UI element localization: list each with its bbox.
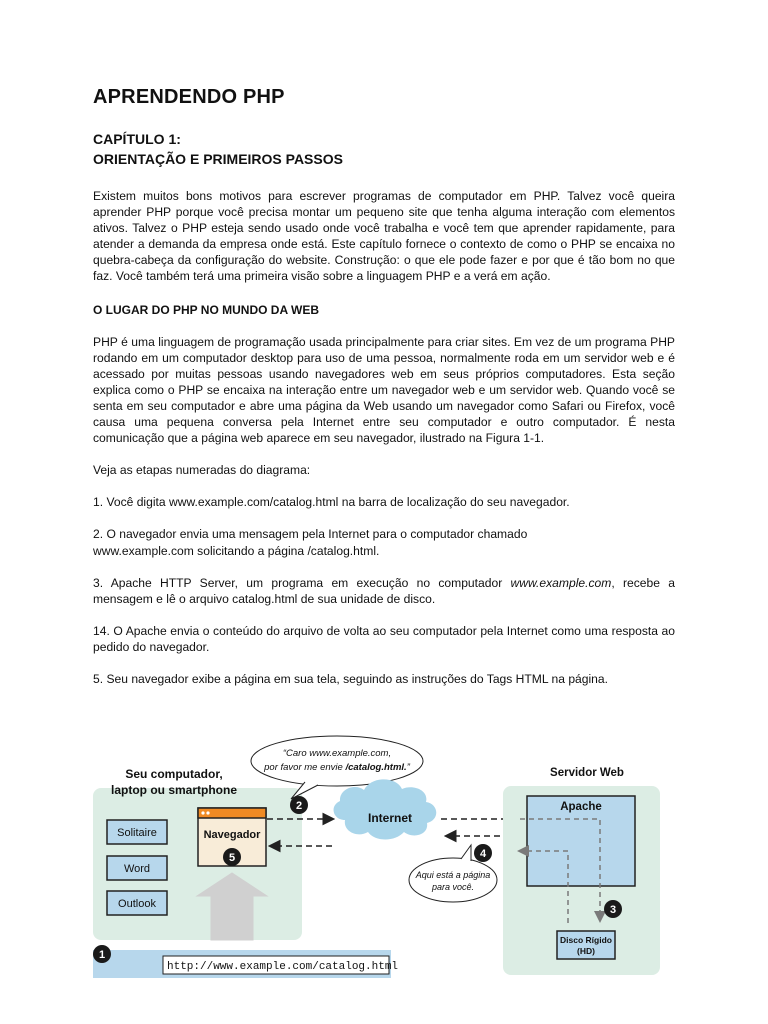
document-page [93,86,675,687]
step-3-prefix: 3. Apache HTTP Server, um programa em execução no computador [93,575,511,590]
step-5: 5. Seu navegador exibe a página em sua tela, seguindo as instruções do Tags HTML na página. [93,671,608,686]
figure-1-1-diagram [93,728,675,988]
internet-label: Internet [367,811,413,825]
request-bubble-line-2-bold: /catalog.html. [345,762,407,773]
step-3 [93,575,675,607]
client-title-line-1: Seu computador, [125,767,223,781]
steps-intro: Veja as etapas numeradas do diagrama: [93,463,311,478]
hard-disk-label-line-2: (HD) [577,946,595,956]
app-label-word: Word [123,863,151,875]
step-2-line-2: www.example.com solicitando a página /catalog.html. [93,543,380,558]
response-bubble-line-1: Aqui está a página [415,870,491,880]
step-4: 14. O Apache envia o conteúdo do arquivo de volta ao seu computador pela Internet como uma resposta ao pedido do navegador. [93,623,675,654]
server-title: Servidor Web [550,767,624,779]
step-2-line-1: 2. O navegador envia uma mensagem pela Internet para o computador chamado [93,527,528,542]
browser-dot-1 [201,811,204,814]
step-3-domain: www.example.com [510,575,612,590]
url-bar-text: http://www.example.com/catalog.html [167,961,399,973]
step-marker-5-label: 5 [228,852,236,864]
request-bubble-line-2-suffix: ” [406,762,410,773]
step-marker-1-label: 1 [98,949,106,961]
step-3-suffix: , recebe a mensagem e lê o arquivo catalog.html de sua unidade de disco. [93,575,675,606]
internet-cloud [334,779,437,839]
request-bubble-line-2-prefix: por favor me envie [264,762,346,773]
app-label-solitaire: Solitaire [117,827,157,839]
response-bubble [409,858,497,902]
apache-label: Apache [560,801,602,813]
step-2 [93,526,675,558]
intro-paragraph: Existem muitos bons motivos para escrever programas de computador em PHP. Talvez você queira aprender PHP porque você precisa montar um pequeno site que tenha alguma interação com elementos ativos. Talvez o PHP esteja sendo usado onde você trabalha e você tem que aprender rapidamente, para atender a demanda da empresa onde está. Este capítulo fornece o contexto de como o PHP se encaixa no quebra-cabeça da configuração do website. Construção: o que ele pode fazer e por que é tão bom no que faz. Você também terá uma primeira visão sobre a linguagem PHP e a verá em ação. [93,189,675,284]
step-1: 1. Você digita www.example.com/catalog.html na barra de localização do seu navegador. [93,495,570,510]
request-bubble-line-2 [263,762,411,773]
chapter-heading [93,129,675,169]
response-bubble-tail [461,845,471,861]
step-marker-2-label: 2 [295,800,303,812]
chapter-number: CAPÍTULO 1: [93,131,181,147]
hard-disk-label-line-1: Disco Rígido [560,935,612,945]
request-bubble [251,736,423,786]
request-bubble-line-1: “Caro www.example.com, [282,748,392,759]
app-label-outlook: Outlook [118,898,156,910]
client-title-line-2: laptop ou smartphone [111,783,237,797]
chapter-title: ORIENTAÇÃO E PRIMEIROS PASSOS [93,151,343,167]
section-heading: O LUGAR DO PHP NO MUNDO DA WEB [93,302,320,317]
browser-label: Navegador [203,829,261,841]
step-marker-3-label: 3 [609,904,617,916]
browser-dot-2 [206,811,209,814]
response-bubble-line-2: para você. [431,882,475,892]
document-title: APRENDENDO PHP [93,86,285,108]
step-marker-4-label: 4 [479,848,487,860]
section-paragraph: PHP é uma linguagem de programação usada principalmente para criar sites. Em vez de um programa PHP rodando em um computador desktop para uso de uma pessoa, normalmente roda em um servidor web e é acessado por muitas pessoas usando navegadores web em seus próprios computadores. Esta seção explica como o PHP se encaixa na interação entre um navegador web e um servidor web. Quando você se senta em seu computador e abre uma página da Web usando um navegador como Safari ou Firefox, você causa uma pequena conversa pela Internet entre seu computador e outro computador. É nesta comunicação que a página web aparece em seu navegador, ilustrado na Figura 1-1. [93,334,675,446]
